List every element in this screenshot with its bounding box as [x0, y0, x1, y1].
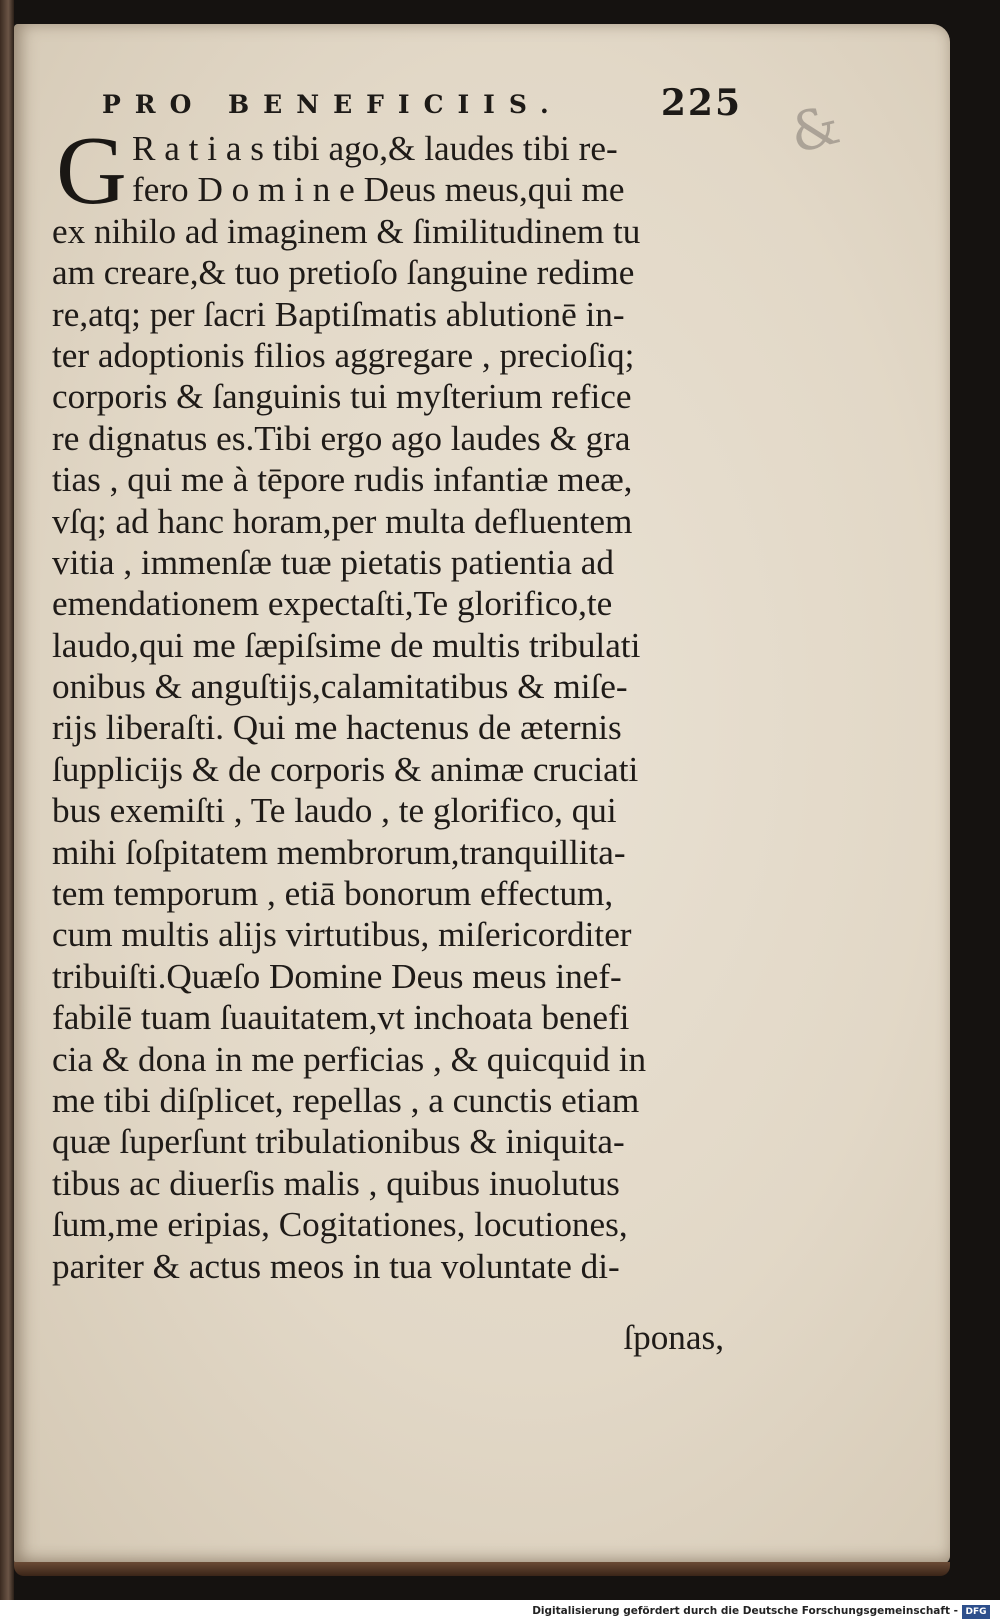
- text-line: me tibi diſplicet, repellas , a cunctis etiam: [52, 1080, 640, 1120]
- text-line: mihi ſoſpitatem membrorum,tranquillita-: [52, 832, 626, 872]
- text-line: tem temporum , etiā bonorum effectum,: [52, 874, 614, 914]
- text-line: bus exemiſti , Te laudo , te glorifico, qui: [52, 791, 617, 831]
- text-line: ter adoptionis filios aggregare , precioſiq;: [52, 335, 635, 375]
- running-head: PRO BENEFICIIS.: [102, 90, 563, 119]
- text-line: quæ ſuperſunt tribulationibus & iniquita-: [52, 1122, 625, 1162]
- text-line: re dignatus es.Tibi ergo ago laudes & gra: [52, 418, 631, 458]
- text-line: pariter & actus meos in tua voluntate di-: [52, 1246, 620, 1286]
- text-line: corporis & ſanguinis tui myſterium refice: [52, 377, 632, 417]
- drop-cap: G: [56, 117, 127, 225]
- text-line: cum multis alijs virtutibus, miſericorditer: [52, 915, 632, 955]
- text-line: ex nihilo ad imaginem & ſimilitudinem tu: [52, 211, 641, 251]
- dfg-logo-icon: DFG: [962, 1605, 990, 1619]
- text-line: ſum,me eripias, Cogitationes, locutiones,: [52, 1205, 628, 1245]
- pencil-annotation: &: [783, 92, 846, 166]
- text-line: fabilē tuam ſuauitatem,vt inchoata benefi: [52, 998, 630, 1038]
- body-text: [52, 117, 732, 1287]
- text-line: fero D o m i n e Deus meus,qui me: [132, 170, 625, 210]
- catchword: ſponas,: [623, 1318, 724, 1357]
- text-line: tias , qui me à tēpore rudis infantiæ meæ,: [52, 460, 633, 500]
- funding-credit: Digitalisierung gefördert durch die Deutsche Forschungsgemeinschaft -: [532, 1605, 958, 1617]
- page-header: [102, 82, 742, 132]
- text-line: laudo,qui me ſæpiſsime de multis tribulati: [52, 625, 641, 665]
- text-line: rijs liberaſti. Qui me hactenus de æternis: [52, 708, 622, 748]
- text-line: tibus ac diuerſis malis , quibus inuolutus: [52, 1163, 620, 1203]
- page-bottom-edge: [14, 1562, 950, 1576]
- text-line: tribuiſti.Quæſo Domine Deus meus inef-: [52, 956, 622, 996]
- footer-strip: [0, 1600, 1000, 1624]
- text-line: cia & dona in me perficias , & quicquid in: [52, 1039, 647, 1079]
- page-number: 225: [660, 82, 742, 124]
- text-line: re,atq; per ſacri Baptiſmatis ablutionē in-: [52, 294, 625, 334]
- book-cover-edge: [0, 0, 14, 1600]
- text-line: R a t i a s tibi ago,& laudes tibi re-: [132, 129, 618, 168]
- text-line: ſupplicijs & de corporis & animæ cruciati: [52, 749, 639, 789]
- text-line: vſq; ad hanc horam,per multa defluentem: [52, 501, 633, 541]
- text-line: emendationem expectaſti,Te glorifico,te: [52, 584, 613, 624]
- text-line: onibus & anguſtijs,calamitatibus & miſe-: [52, 667, 628, 707]
- text-line: am creare,& tuo pretioſo ſanguine redime: [52, 253, 635, 293]
- text-line: vitia , immenſæ tuæ pietatis patientia ad: [52, 542, 614, 582]
